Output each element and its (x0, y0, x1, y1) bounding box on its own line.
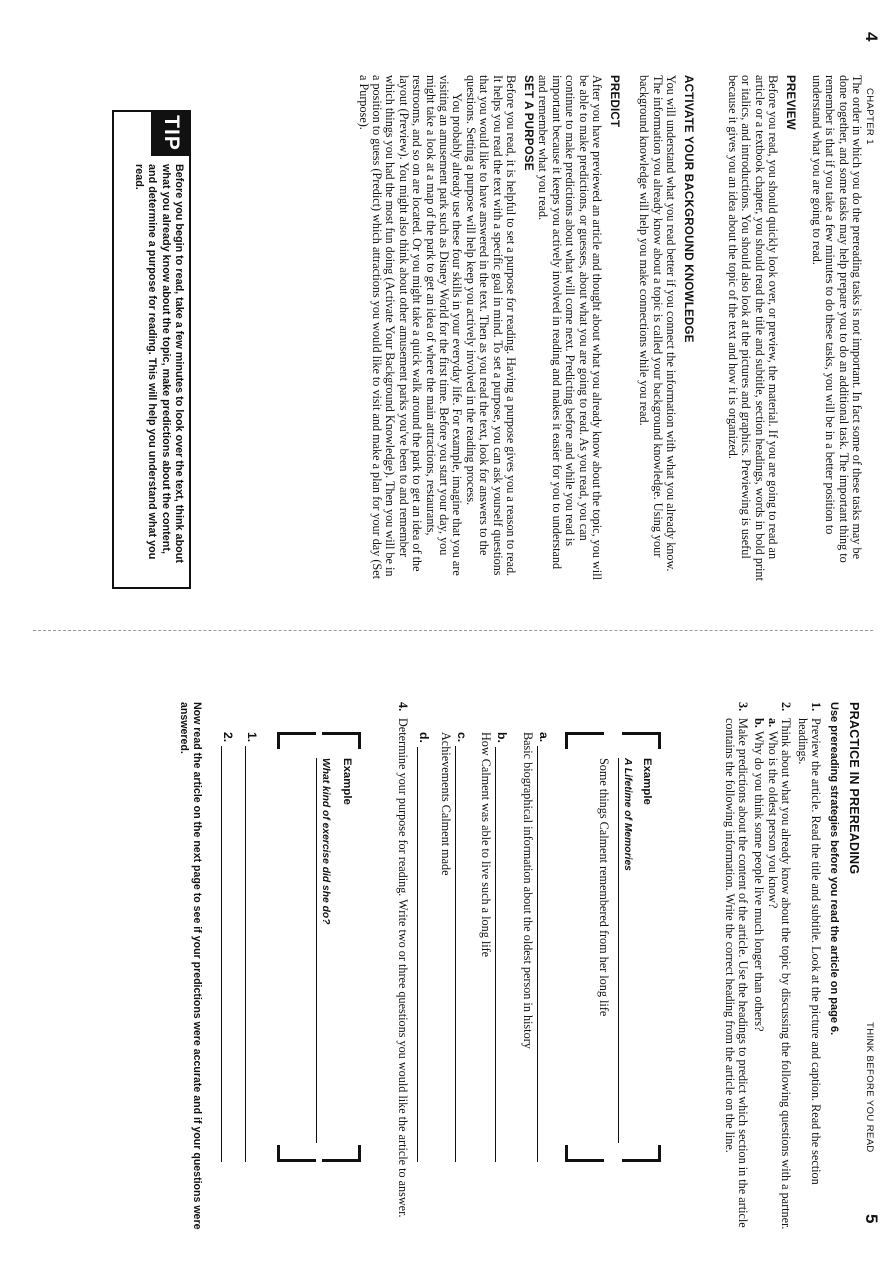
prediction-line-b[interactable] (495, 732, 509, 1162)
preview-section (725, 75, 797, 583)
question-number: 1. (245, 732, 259, 743)
page-number-left: 4 (862, 32, 881, 42)
right-page (0, 632, 893, 1263)
prediction-line-c[interactable] (455, 732, 469, 1162)
question-number: 2. (221, 732, 235, 743)
sub-letter: a. (765, 718, 780, 728)
purpose-paragraph-2: You probably already use these four skills in your everyday life. For example, imagine that you are visiting an amusement park such as Disney World for the first time. Before you start your day, you might take a look at a map of the park to get an idea of where the main attractions, restaurants, restrooms, and so on are located. Or you might take a quick walk around the park to get an idea of the layout (Preview). You might also think about other amusement parks you've been to and remember which things you had the most fun doing (Activate Your Background Knowledge). Then you will be in a position to guess (Predict) which attractions you would like to visit and make a plan for your day (Set a Purpose). (356, 75, 465, 579)
purpose-heading: SET A PURPOSE (522, 75, 535, 171)
example-answer: What kind of exercise did she do? (320, 758, 331, 925)
item-text: Determine your purpose for reading. Write two or three questions you would like the article to answer. (396, 718, 410, 1218)
running-head-left: CHAPTER 1 (864, 88, 875, 145)
frame-bracket (277, 1145, 316, 1162)
activate-heading: ACTIVATE YOUR BACKGROUND KNOWLEDGE (682, 75, 695, 343)
frame-bracket (277, 732, 316, 749)
practice-list (722, 702, 822, 1232)
frame-bracket (322, 1145, 361, 1162)
item-number: 4. (396, 702, 410, 712)
question-line-2[interactable] (221, 732, 235, 1162)
practice-item-2 (752, 702, 792, 1232)
prediction-letter: d. (417, 732, 431, 743)
predict-text: After you have previewed an article and thought about what you already know about the topic, you will be able to make predictions, or guesses, about what you are going to read. As you read, you can continue to make predictions about what will come next. Predicting before and while you read is important because it keeps you actively involved in reading and makes it easier for you to understand and remember what you read. (536, 75, 604, 580)
intro-paragraph: The order in which you do the prereading tasks is not important. In fact some of these tasks may be done together, and some tasks may help prepare you to do an additional task. The important thing to remember is that if you take a few minutes to do these tasks, you will be in a better position to understand what you are going to read. (809, 75, 864, 563)
item-number: 2. (779, 702, 794, 712)
example-answer-line (618, 758, 633, 1143)
example-frame-1 (565, 732, 661, 1162)
practice-item-1 (795, 702, 822, 1232)
answer-line[interactable] (455, 746, 467, 1162)
closing-instruction: Now read the article on the next page to see if your predictions were accurate and if your questions were answered. (177, 702, 203, 1230)
frame-bracket (322, 732, 361, 749)
prediction-desc-a: Basic biographical information about the oldest person in history (521, 732, 535, 1049)
purpose-section (356, 75, 535, 583)
answer-line[interactable] (221, 746, 233, 1162)
practice-instruction: Use prereading strategies before you read the article on page 6. (828, 702, 840, 1036)
sub-text: Who is the oldest person you know? (765, 731, 780, 909)
page-number-right: 5 (862, 1214, 881, 1224)
practice-item-3 (722, 702, 749, 1232)
frame-bracket (565, 732, 604, 749)
example-answer: A Lifetime of Memories (622, 758, 633, 871)
prediction-line-a[interactable] (537, 732, 551, 1162)
preview-heading: PREVIEW (784, 75, 797, 130)
predict-section (536, 75, 621, 583)
prediction-desc-b: How Calment was able to live such a long life (479, 732, 493, 958)
question-line-1[interactable] (245, 732, 259, 1162)
practice-item-4 (396, 702, 409, 1232)
purpose-paragraph-1: Before you read, it is helpful to set a purpose for reading. Having a purpose gives you a reason to read. It helps you read the text with a specific goal in mind. To set a purpose, you can ask yourself questions that you would like to have answered in the text. Then as you read the text, look for answers to the questions. Setting a purpose will help keep you actively involved in the reading process. (463, 75, 518, 577)
item-number: 3. (735, 702, 750, 712)
item-text: Make predictions about the content of the article. Use the headings to predict which section in the article contains the following information. Write the correct heading from the article on the line. (722, 718, 750, 1228)
example-label: Example (641, 758, 653, 805)
example-label: Example (341, 758, 353, 805)
practice-heading: PRACTICE IN PREREADING (847, 702, 861, 875)
answer-line[interactable] (537, 746, 549, 1162)
preview-text: Before you read, you should quickly look over, or preview, the material. If you are going to read an article or a textbook chapter, you should read the title and subtitle, section headings, words in bold print or italics, and introductions. You should also look at the pictures and graphics. Previewing is useful because it gives you an idea about the topic of the text and how it is organized. (725, 75, 780, 581)
sub-letter: b. (752, 718, 767, 728)
tip-badge: TIP (151, 110, 191, 156)
example-answer-line (316, 758, 331, 1143)
practice-item-4-block (396, 702, 409, 1232)
frame-bracket (565, 1145, 604, 1162)
frame-bracket (622, 732, 661, 749)
prediction-letter: b. (495, 732, 509, 743)
prediction-desc-c: Achievements Calment made (439, 732, 453, 876)
tip-box (112, 110, 191, 589)
prediction-line-d[interactable] (417, 732, 431, 1162)
frame-bracket (622, 1145, 661, 1162)
running-head-right: THINK BEFORE YOU READ (864, 1022, 875, 1153)
example-prompt: Some things Calment remembered from her long life (597, 758, 611, 1017)
sub-text: Why do you think some people live much longer than others? (752, 731, 767, 1032)
sub-question-b (752, 718, 765, 1232)
tip-text: Before you begin to read, take a few minutes to look over the text, think about what you already know about the topic, make predictions about the content, and determine a purpose for reading. This will help you understand what you read. (133, 164, 185, 563)
intro-block (809, 75, 863, 583)
left-page (0, 0, 893, 631)
item-text: Preview the article. Read the title and subtitle. Look at the picture and caption. Read the section headings. (795, 718, 823, 1185)
example-frame-2 (277, 732, 361, 1162)
predict-heading: PREDICT (608, 75, 621, 128)
item-number: 1. (809, 702, 823, 712)
prediction-letter: a. (537, 732, 551, 743)
activate-text: You will understand what you read better if you connect the information with what you already know. The information you already know about a topic is called your background knowledge. Using your background knowledge will help you make connections while you read. (637, 75, 678, 572)
activate-section (637, 75, 695, 583)
sub-question-a (765, 718, 778, 1232)
practice-block (722, 702, 861, 1232)
item-text: Think about what you already know about the topic by discussing the following questions with a partner. (779, 718, 794, 1230)
answer-line[interactable] (495, 747, 507, 1162)
answer-line[interactable] (245, 746, 257, 1162)
answer-line[interactable] (417, 747, 429, 1162)
page-gutter (33, 630, 873, 631)
practice-list-continued (396, 702, 409, 1232)
prediction-letter: c. (455, 732, 469, 743)
